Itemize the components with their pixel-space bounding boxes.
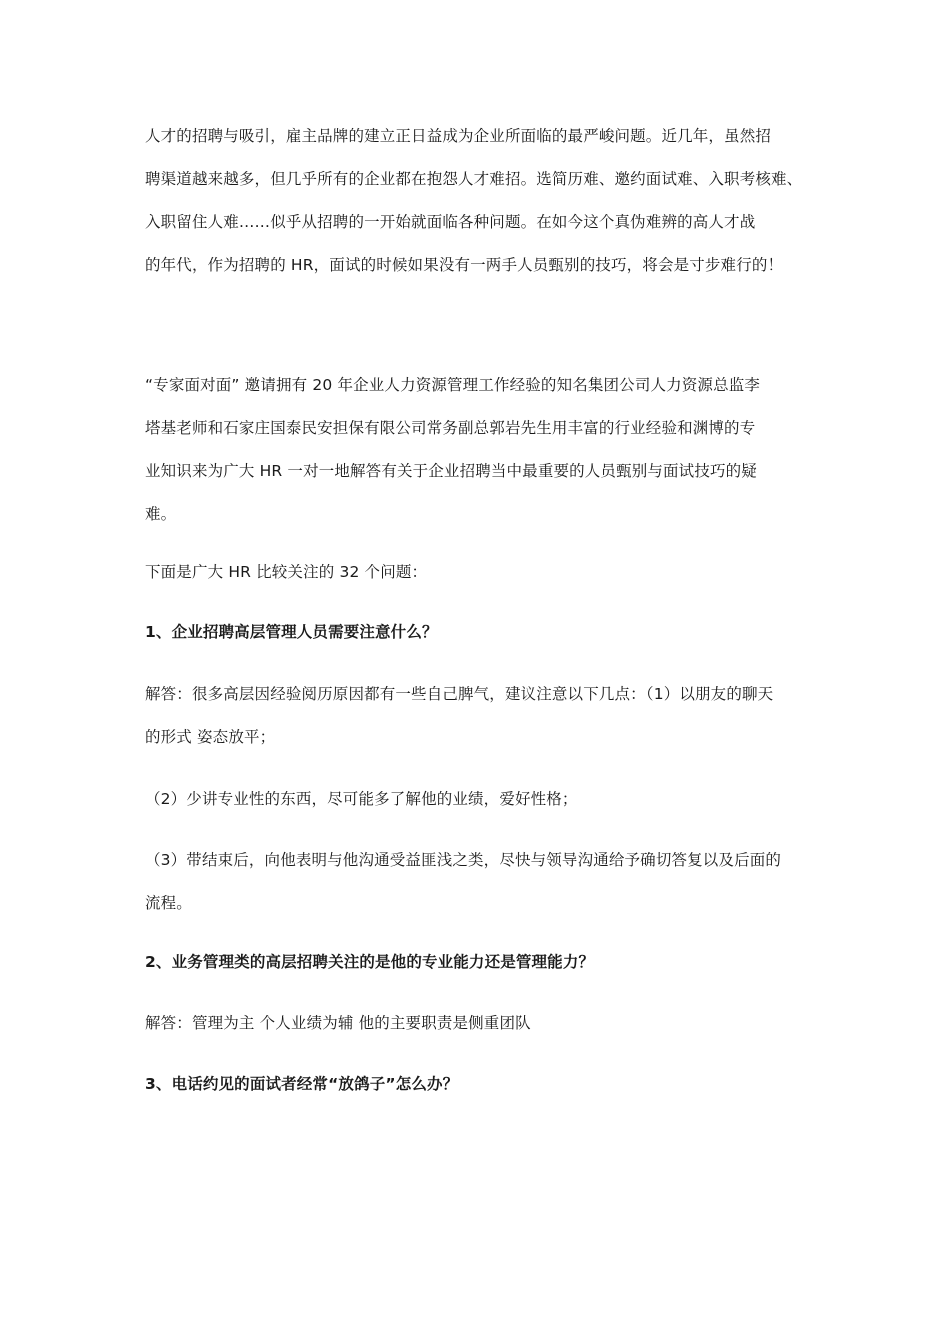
question-1-point-2: （2）少讲专业性的东西，尽可能多了解他的业绩，爱好性格； <box>145 790 578 808</box>
expert-paragraph-line: 塔基老师和石家庄国泰民安担保有限公司常务副总郭岩先生用丰富的行业经验和渊博的专 <box>145 419 756 437</box>
intro-paragraph-line: 人才的招聘与吸引，雇主品牌的建立正日益成为企业所面临的最严峻问题。近几年，虽然招 <box>145 127 772 145</box>
expert-paragraph-line: 业知识来为广大 HR 一对一地解答有关于企业招聘当中最重要的人员甄别与面试技巧的疑 <box>145 462 757 480</box>
lead-in-text: 下面是广大 HR 比较关注的 32 个问题： <box>145 563 428 581</box>
intro-paragraph-line: 的年代，作为招聘的 HR，面试的时候如果没有一两手人员甄别的技巧，将会是寸步难行的！ <box>145 256 784 274</box>
intro-paragraph-line: 聘渠道越来越多，但几乎所有的企业都在抱怨人才难招。选简历难、邀约面试难、入职考核难、 <box>145 170 803 188</box>
intro-paragraph-line: 入职留住人难……似乎从招聘的一开始就面临各种问题。在如今这个真伪难辨的高人才战 <box>145 213 756 231</box>
expert-paragraph-line: “专家面对面” 邀请拥有 20 年企业人力资源管理工作经验的知名集团公司人力资源总监李 <box>145 376 761 394</box>
question-1-heading: 1、企业招聘高层管理人员需要注意什么？ <box>145 623 438 641</box>
question-1-point-3-line: （3）带结束后，向他表明与他沟通受益匪浅之类，尽快与领导沟通给予确切答复以及后面的 <box>145 851 782 869</box>
question-2-heading: 2、业务管理类的高层招聘关注的是他的专业能力还是管理能力？ <box>145 953 595 971</box>
question-3-heading: 3、电话约见的面试者经常“放鸽子”怎么办？ <box>145 1075 459 1093</box>
question-1-answer-line: 的形式 姿态放平； <box>145 728 276 746</box>
question-1-answer-line: 解答：很多高层因经验阅历原因都有一些自己脾气，建议注意以下几点：（1）以朋友的聊天 <box>145 685 774 703</box>
expert-paragraph-line: 难。 <box>145 505 177 523</box>
question-1-point-3-line: 流程。 <box>145 894 192 912</box>
question-2-answer: 解答：管理为主 个人业绩为辅 他的主要职责是侧重团队 <box>145 1014 531 1032</box>
